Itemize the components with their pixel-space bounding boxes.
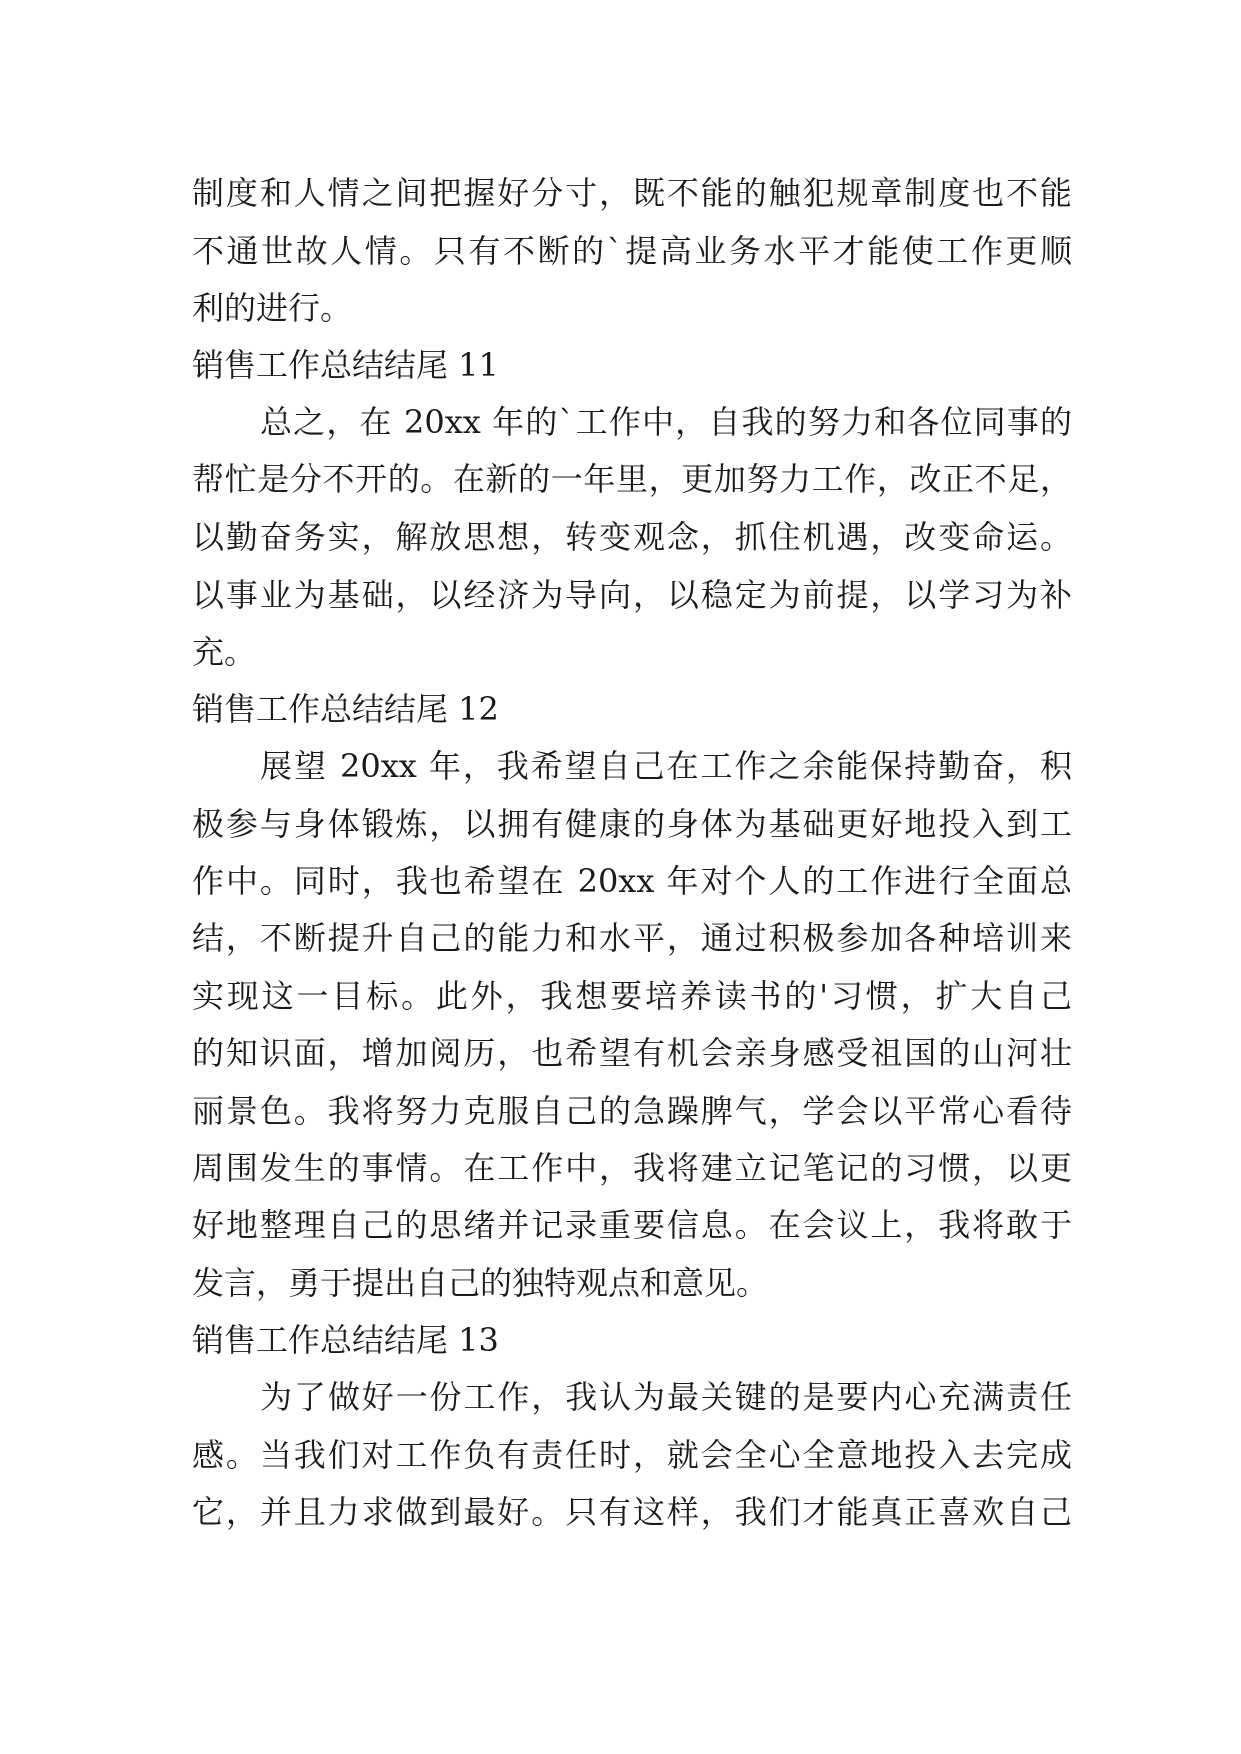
section-heading: 销售工作总结结尾 13	[192, 1321, 499, 1359]
paragraph-line: 总之，在 20xx 年的`工作中，自我的努力和各位同事的	[260, 403, 1072, 441]
paragraph-line: 发言，勇于提出自己的独特观点和意见。	[192, 1264, 769, 1302]
paragraph-line: 感。当我们对工作负有责任时，就会全心全意地投入去完成	[192, 1436, 1072, 1474]
paragraph-line: 丽景色。我将努力克服自己的急躁脾气，学会以平常心看待	[192, 1092, 1072, 1130]
paragraph-line: 好地整理自己的思绪并记录重要信息。在会议上，我将敢于	[192, 1206, 1072, 1244]
paragraph-line: 利的进行。	[192, 289, 353, 327]
paragraph-line: 的知识面，增加阅历，也希望有机会亲身感受祖国的山河壮	[192, 1034, 1072, 1072]
paragraph-line: 极参与身体锻炼，以拥有健康的身体为基础更好地投入到工	[192, 805, 1072, 843]
paragraph-line: 不通世故人情。只有不断的`提高业务水平才能使工作更顺	[192, 232, 1072, 270]
paragraph-line: 充。	[192, 633, 257, 671]
section-heading: 销售工作总结结尾 11	[192, 346, 499, 384]
paragraph-line: 为了做好一份工作，我认为最关键的是要内心充满责任	[260, 1378, 1072, 1416]
paragraph-line: 周围发生的事情。在工作中，我将建立记笔记的习惯，以更	[192, 1149, 1072, 1187]
paragraph-line: 制度和人情之间把握好分寸，既不能的触犯规章制度也不能	[192, 174, 1072, 212]
paragraph-line: 以勤奋务实，解放思想，转变观念，抓住机遇，改变命运。	[192, 518, 1072, 556]
paragraph-line: 帮忙是分不开的。在新的一年里，更加努力工作，改正不足，	[192, 460, 1072, 498]
paragraph-line: 展望 20xx 年，我希望自己在工作之余能保持勤奋，积	[260, 747, 1072, 785]
paragraph-line: 作中。同时，我也希望在 20xx 年对个人的工作进行全面总	[192, 862, 1072, 900]
paragraph-line: 以事业为基础，以经济为导向，以稳定为前提，以学习为补	[192, 576, 1072, 614]
section-heading: 销售工作总结结尾 12	[192, 690, 499, 728]
paragraph-line: 它，并且力求做到最好。只有这样，我们才能真正喜欢自己	[192, 1493, 1072, 1531]
paragraph-line: 实现这一目标。此外，我想要培养读书的'习惯，扩大自己	[192, 977, 1072, 1015]
paragraph-line: 结，不断提升自己的能力和水平，通过积极参加各种培训来	[192, 919, 1072, 957]
